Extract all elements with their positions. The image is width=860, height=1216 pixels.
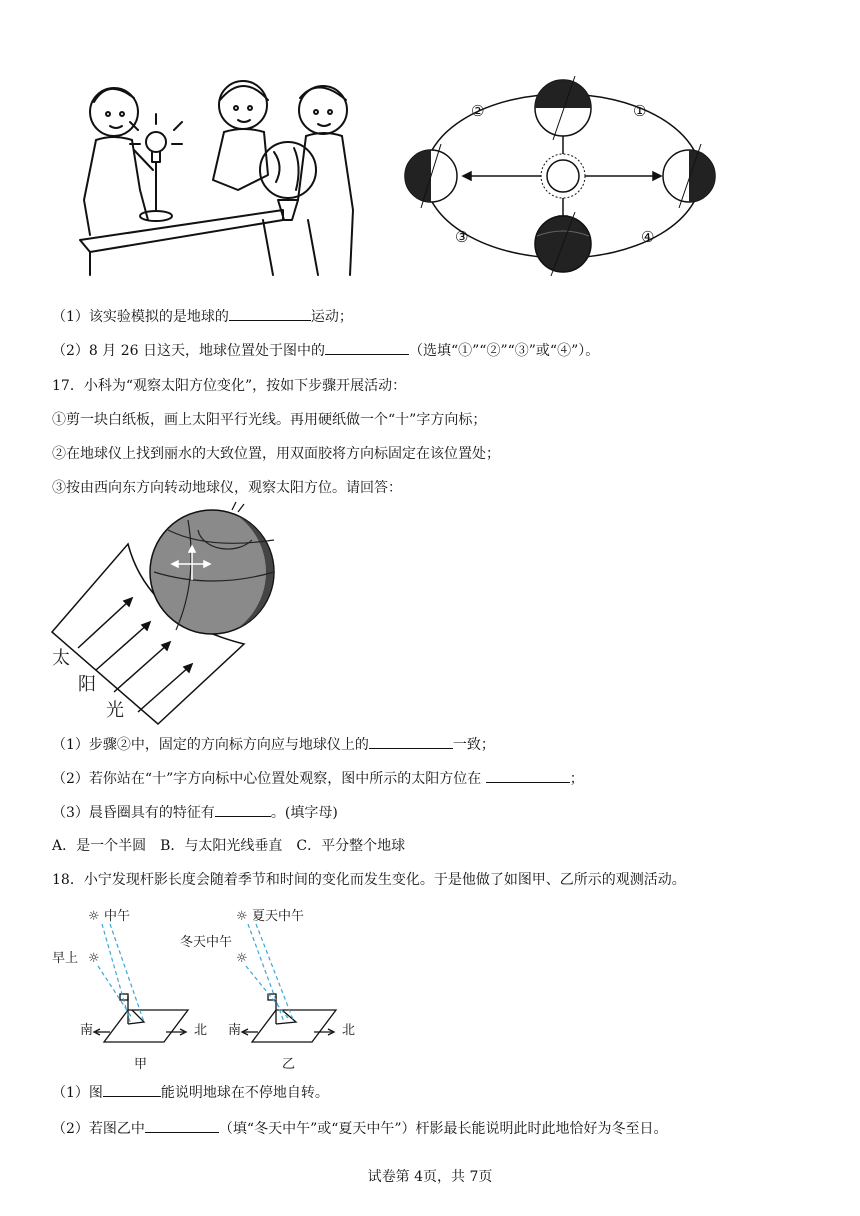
- globe-sunlight-diagram: [48, 500, 288, 728]
- yi-south-label: 南: [228, 1023, 242, 1038]
- yi-north-label: 北: [342, 1023, 356, 1038]
- q16-sub1: （1）该实验模拟的是地球的 运动；: [52, 306, 353, 327]
- sunlight-label-1: 太: [52, 648, 70, 669]
- earth-left-icon: [405, 144, 457, 208]
- orbit-label-4: ④: [641, 228, 655, 246]
- q17-title: 17．小科为“观察太阳方位变化”，按如下步骤开展活动：: [52, 378, 407, 394]
- sun-icon: ☼: [236, 909, 248, 924]
- jia-south-label: 南: [80, 1023, 94, 1038]
- q18-sub2: （2）若图乙中 （填“冬天中午”或“夏天中午”）杆影最长能说明此时此地恰好为冬至日。: [52, 1118, 668, 1139]
- earth-top-icon: [535, 76, 591, 140]
- yi-caption: 乙: [282, 1057, 296, 1072]
- jia-caption: 甲: [134, 1057, 148, 1072]
- sun-icon: [541, 154, 585, 198]
- q17-step1: ①剪一块白纸板，画上太阳平行光线。再用硬纸做一个“十”字方向标；: [52, 412, 487, 428]
- orbit-label-3: ③: [455, 228, 469, 246]
- earth-bottom-icon: [535, 212, 591, 276]
- jia-noon-label: 中午: [104, 909, 131, 924]
- sunlight-label-3: 光: [106, 700, 124, 721]
- q18-title: 18．小宁发现杆影长度会随着季节和时间的变化而发生变化。于是他做了如图甲、乙所示的观测活动。: [52, 872, 686, 888]
- sun-icon: ☼: [88, 909, 100, 924]
- q17-step3: ③按由西向东方向转动地球仪，观察太阳方位。请回答：: [52, 480, 402, 496]
- children-experiment-illustration: [78, 70, 368, 280]
- q17-options: A．是一个半圆 B．与太阳光线垂直 C．平分整个地球: [52, 838, 406, 854]
- q17-sub2: （2）若你站在“十”字方向标中心位置处观察，图中所示的太阳方位在 ；: [52, 768, 584, 789]
- answer-blank[interactable]: [103, 1082, 161, 1097]
- sun-icon: ☼: [236, 951, 248, 966]
- rod-shadow-diagrams: [48, 896, 368, 1074]
- orbit-label-2: ②: [471, 102, 485, 120]
- page-footer: 试卷第 4页，共 7页: [367, 1169, 493, 1185]
- q18-sub1: （1）图 能说明地球在不停地自转。: [52, 1082, 329, 1103]
- answer-blank[interactable]: [145, 1118, 219, 1133]
- earth-right-icon: [663, 144, 715, 208]
- answer-blank[interactable]: [229, 306, 311, 321]
- yi-summer-label: 夏天中午: [252, 909, 305, 924]
- sun-icon: ☼: [88, 951, 100, 966]
- q17-sub1: （1）步骤②中，固定的方向标方向应与地球仪上的 一致；: [52, 734, 495, 755]
- jia-morning-label: 早上: [52, 951, 79, 966]
- earth-orbit-diagram: [395, 68, 725, 278]
- yi-winter-label: 冬天中午: [180, 935, 233, 950]
- jia-north-label: 北: [194, 1023, 208, 1038]
- orbit-label-1: ①: [633, 102, 647, 120]
- answer-blank[interactable]: [486, 768, 570, 783]
- answer-blank[interactable]: [325, 340, 409, 355]
- sunlight-label-2: 阳: [78, 674, 96, 695]
- q17-sub3: （3）晨昏圈具有的特征有 。(填字母): [52, 802, 338, 823]
- answer-blank[interactable]: [215, 802, 271, 817]
- answer-blank[interactable]: [369, 734, 453, 749]
- q17-step2: ②在地球仪上找到丽水的大致位置，用双面胶将方向标固定在该位置处；: [52, 446, 500, 462]
- q16-sub2: （2）8 月 26 日这天，地球位置处于图中的 （选填“①”“②”“③”或“④”）。: [52, 340, 599, 361]
